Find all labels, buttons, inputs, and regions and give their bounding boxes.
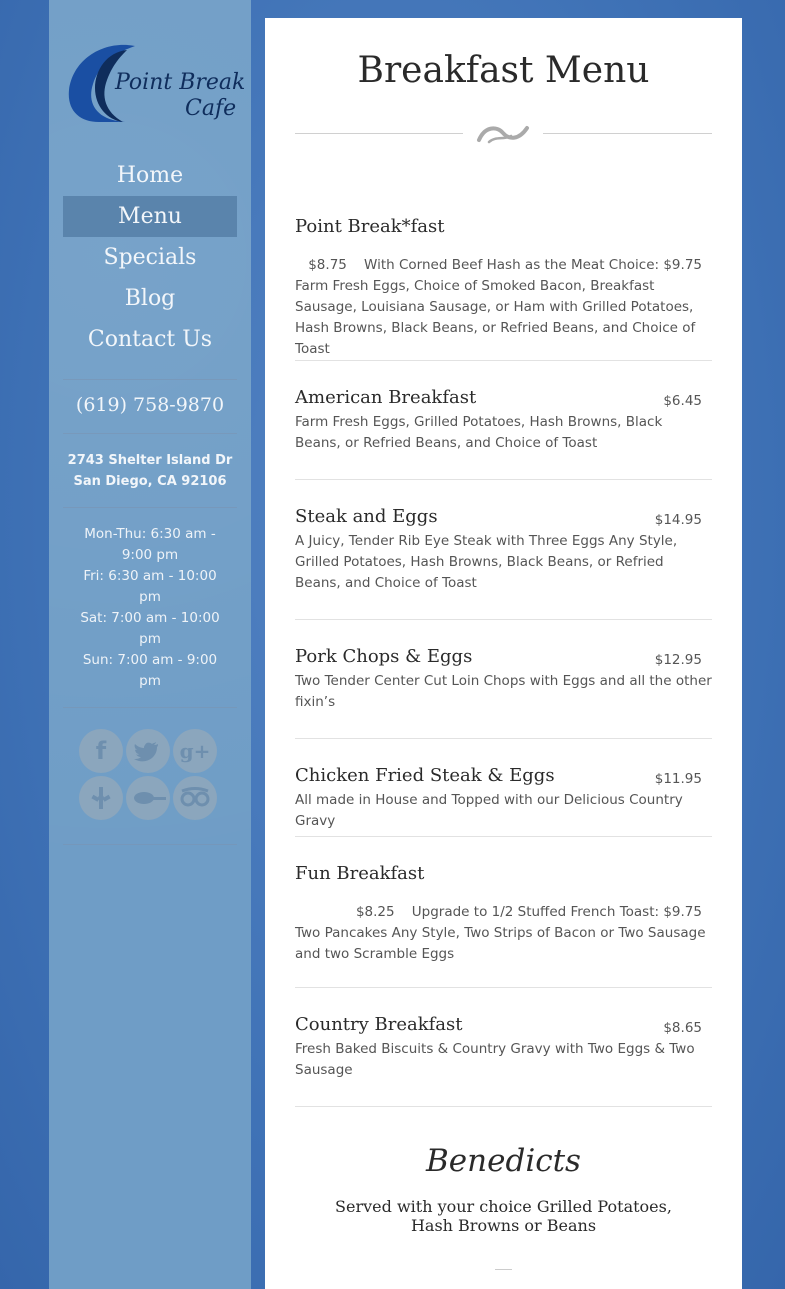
item-divider <box>295 738 712 739</box>
item-divider <box>295 479 712 480</box>
item-divider <box>295 360 712 361</box>
nav-home[interactable]: Home <box>116 163 184 188</box>
phone-number[interactable]: (619) 758-9870 <box>75 394 225 416</box>
nav-contact[interactable]: Contact Us <box>87 327 213 352</box>
item-name: Steak and Eggs <box>295 506 438 527</box>
hours-line: Sat: 7:00 am - 10:00 pm <box>80 610 220 647</box>
nav-blog[interactable]: Blog <box>124 286 176 311</box>
yelp-icon[interactable] <box>79 776 123 820</box>
item-description: Two Tender Center Cut Loin Chops with Eggs and all the other fixin’s <box>295 673 712 710</box>
menu-item <box>295 387 712 454</box>
title-divider <box>295 133 463 134</box>
item-name: Chicken Fried Steak & Eggs <box>295 765 555 786</box>
item-price: $12.95 <box>654 652 702 668</box>
logo[interactable] <box>65 40 246 130</box>
item-price-row <box>295 255 712 276</box>
item-price-row <box>295 902 712 923</box>
urbanspoon-icon[interactable] <box>126 776 170 820</box>
section-subtitle: Served with your choice Grilled Potatoes, Hash Browns or Beans <box>335 1197 672 1235</box>
page-title: Breakfast Menu <box>357 50 650 91</box>
item-desc <box>295 255 712 360</box>
item-description: Farm Fresh Eggs, Choice of Smoked Bacon, Breakfast Sausage, Louisiana Sausage, or Ham with Grilled Potatoes, Hash Browns, Black Beans, or Refried Beans, and Choice of Toast <box>295 278 696 357</box>
nav-specials[interactable]: Specials <box>103 245 197 270</box>
google-plus-icon[interactable]: g+ <box>173 729 217 773</box>
menu-item <box>295 216 712 360</box>
sidebar-divider <box>63 507 237 508</box>
menu-item <box>295 506 712 594</box>
title-divider <box>543 133 712 134</box>
menu-item <box>295 646 712 713</box>
twitter-icon[interactable] <box>126 729 170 773</box>
item-price: $8.25 <box>355 904 395 920</box>
item-description: All made in House and Topped with our Delicious Country Gravy <box>295 792 683 829</box>
facebook-icon[interactable]: f <box>79 729 123 773</box>
menu-item <box>295 863 712 965</box>
item-extra-price: Upgrade to 1/2 Stuffed French Toast: $9.75 <box>411 904 702 920</box>
hours-line: Mon-Thu: 6:30 am - 9:00 pm <box>84 526 216 563</box>
address-line2: San Diego, CA 92106 <box>73 474 227 489</box>
main-nav <box>63 155 237 360</box>
address[interactable] <box>49 450 251 492</box>
menu-item <box>295 1014 712 1081</box>
item-name: Point Break*fast <box>295 216 445 237</box>
item-description: A Juicy, Tender Rib Eye Steak with Three Eggs Any Style, Grilled Potatoes, Hash Browns, Black Beans, or Refried Beans, and Choice of Toast <box>295 533 678 591</box>
brand-name: Point Break <box>115 70 246 95</box>
tripadvisor-icon[interactable] <box>173 776 217 820</box>
section-divider <box>495 1269 512 1270</box>
item-name: Fun Breakfast <box>295 863 425 884</box>
item-description: Farm Fresh Eggs, Grilled Potatoes, Hash Browns, Black Beans, or Refried Beans, and Choice of Toast <box>295 414 663 451</box>
item-price: $8.65 <box>663 1020 702 1036</box>
item-name: American Breakfast <box>295 387 477 408</box>
item-divider <box>295 619 712 620</box>
menu-item <box>295 765 712 832</box>
nav-menu[interactable]: Menu <box>63 196 237 237</box>
item-price: $6.45 <box>663 393 702 409</box>
item-divider <box>295 1106 712 1107</box>
sidebar-divider <box>63 433 237 434</box>
item-divider <box>295 836 712 837</box>
sidebar-divider <box>63 844 237 845</box>
item-description: Fresh Baked Biscuits & Country Gravy with Two Eggs & Two Sausage <box>295 1041 695 1078</box>
hours-line: Fri: 6:30 am - 10:00 pm <box>83 568 217 605</box>
item-name: Pork Chops & Eggs <box>295 646 473 667</box>
item-desc <box>295 902 712 965</box>
item-extra-price: With Corned Beef Hash as the Meat Choice: $9.75 <box>364 257 702 273</box>
item-name: Country Breakfast <box>295 1014 463 1035</box>
item-price: $8.75 <box>308 257 347 273</box>
item-description: Two Pancakes Any Style, Two Strips of Bacon or Two Sausage and two Scramble Eggs <box>295 925 706 962</box>
item-price: $11.95 <box>654 771 702 787</box>
brand-name-cafe: Cafe <box>185 96 237 121</box>
sidebar-divider <box>63 707 237 708</box>
main-content <box>265 18 742 1289</box>
opening-hours <box>79 524 221 692</box>
sidebar-divider <box>63 379 237 380</box>
sidebar <box>49 0 251 1289</box>
swirl-ornament-icon <box>475 118 531 148</box>
item-divider <box>295 987 712 988</box>
item-price: $14.95 <box>654 512 702 528</box>
section-title-benedicts: Benedicts <box>426 1143 581 1179</box>
address-line1: 2743 Shelter Island Dr <box>67 453 233 468</box>
hours-line: Sun: 7:00 am - 9:00 pm <box>82 652 218 689</box>
